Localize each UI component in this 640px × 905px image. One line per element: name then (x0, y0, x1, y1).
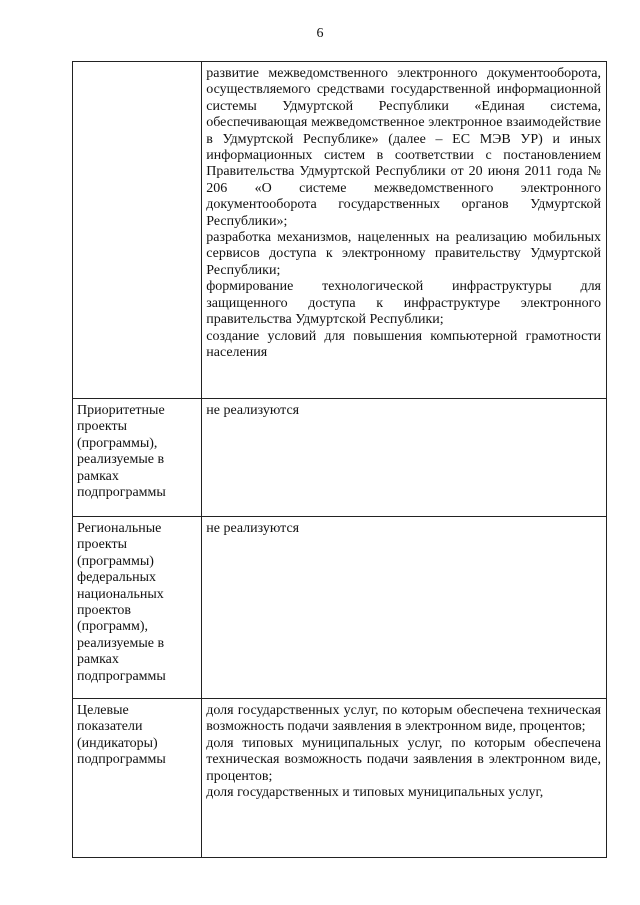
table-row (73, 699, 607, 858)
content-paragraph: создание условий для повышения компьютерной грамотности населения (206, 328, 601, 360)
content-paragraph: доля государственных и типовых муниципальных услуг, (206, 785, 544, 801)
row-content (202, 517, 607, 699)
content-paragraph: разработка механизмов, нацеленных на реализацию мобильных сервисов доступа к электронному правительству Удмуртской Республики; (206, 230, 601, 278)
page-number: 6 (316, 26, 324, 41)
row-content (202, 699, 607, 858)
table-row (73, 62, 607, 399)
content-paragraph: формирование технологической инфраструктуры для защищенного доступа к инфраструктуре электронного правительства Удмуртской Республики; (206, 279, 601, 328)
row-label: Региональные проекты (программы) федеральных национальных проектов (программ), реализуемые в рамках подпрограммы (73, 517, 202, 699)
row-content (202, 399, 607, 517)
table-row (73, 517, 607, 699)
content-paragraph: не реализуются (206, 403, 300, 418)
content-paragraph: доля типовых муниципальных услуг, по которым обеспечена техническая возможность подачи заявления в электронном виде, процентов; (206, 735, 601, 784)
content-paragraph: не реализуются (206, 521, 300, 536)
row-label: Приоритетные проекты (программы), реализуемые в рамках подпрограммы (73, 399, 202, 517)
row-label: Целевые показатели (индикаторы) подпрограммы (73, 699, 202, 858)
content-paragraph: развитие межведомственного электронного документооборота, осуществляемого средствами государственной информационной системы Удмуртской Республики «Единая система, обеспечивающая межведомственное электронное взаимодействие в Удмуртской Республике» (далее – ЕС МЭВ УР) и иных информационных систем в соответствии с постановлением Правительства Удмуртской Республики от 20 июня 2011 года № 206 «О системе межведомственного электронного документооборота государственных органов Удмуртской Республики»; (206, 66, 601, 229)
row-label (73, 62, 202, 399)
subprogram-passport-table (72, 61, 607, 858)
content-paragraph: доля государственных услуг, по которым обеспечена техническая возможность подачи заявления в электронном виде, процентов; (206, 703, 601, 735)
table-row (73, 399, 607, 517)
row-content (202, 62, 607, 399)
